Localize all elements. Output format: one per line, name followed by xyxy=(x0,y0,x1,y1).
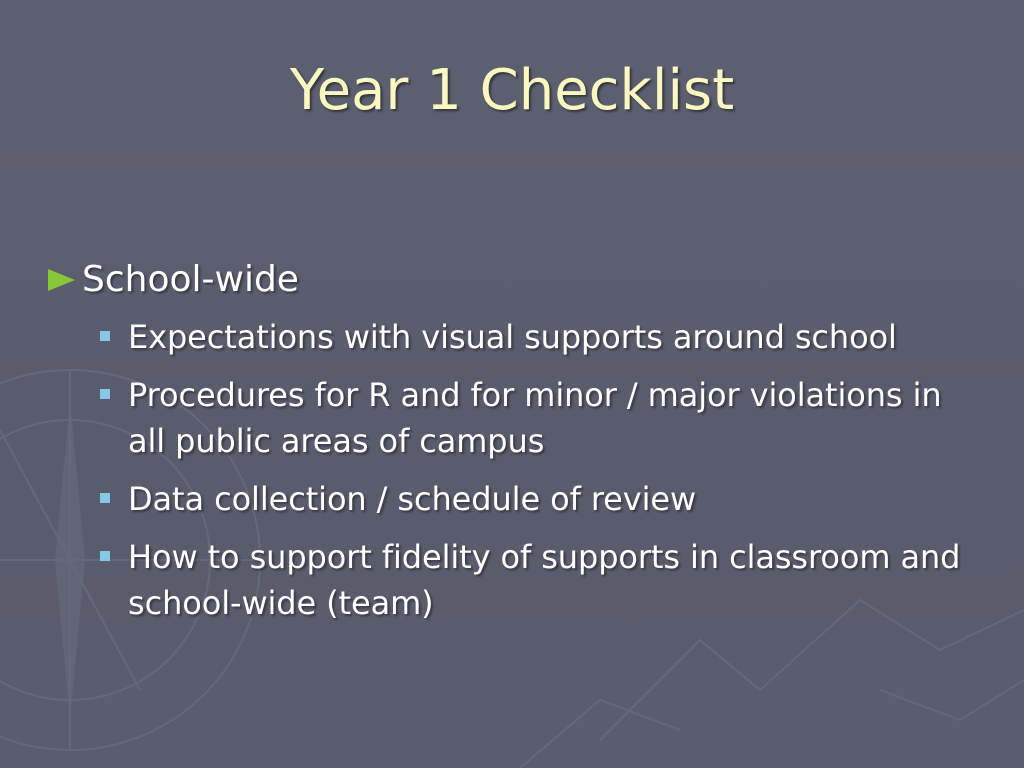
list-item xyxy=(48,314,988,360)
list-item-text: Procedures for R and for minor / major violations in all public areas of campus xyxy=(128,376,942,460)
list-item-text: Data collection / schedule of review xyxy=(128,480,697,518)
checklist-items xyxy=(48,314,988,626)
slide-body xyxy=(48,255,988,638)
bullet-school-wide xyxy=(48,255,988,305)
list-item-text: How to support fidelity of supports in classroom and school-wide (team) xyxy=(128,538,961,622)
list-item xyxy=(48,372,988,464)
square-bullet-icon xyxy=(100,551,110,561)
square-bullet-icon xyxy=(100,389,110,399)
list-item-text: Expectations with visual supports around school xyxy=(128,318,897,356)
list-item xyxy=(48,534,988,626)
square-bullet-icon xyxy=(100,331,110,341)
square-bullet-icon xyxy=(100,493,110,503)
list-item xyxy=(48,476,988,522)
slide-title: Year 1 Checklist xyxy=(289,58,735,123)
bullet-label: School-wide xyxy=(82,259,299,300)
right-triangle-bullet-icon xyxy=(48,269,75,291)
